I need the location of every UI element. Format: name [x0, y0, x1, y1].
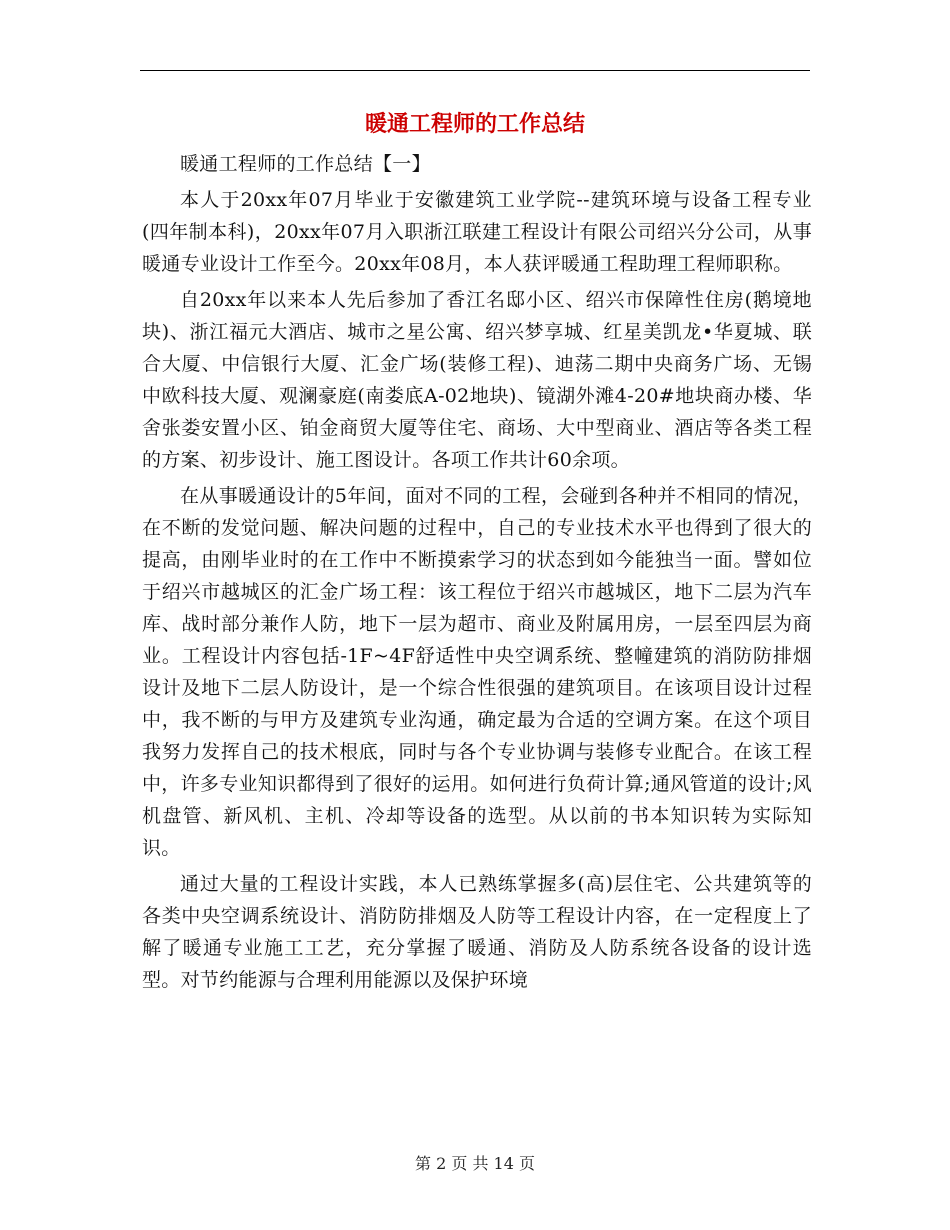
- paragraph-projects: 自20xx年以来本人先后参加了香江名邸小区、绍兴市保障性住房(鹅境地块)、浙江福元大酒店、城市之星公寓、绍兴梦享城、红星美凯龙•华夏城、联合大厦、中信银行大厦、汇金广场(装修工程)、迪荡二期中央商务广场、无锡中欧科技大厦、观澜豪庭(南娄底A-02地块)、镜湖外滩4-20#地块商办楼、华舍张娄安置小区、铂金商贸大厦等住宅、商场、大中型商业、酒店等各类工程的方案、初步设计、施工图设计。各项工作共计60余项。: [142, 289, 812, 471]
- header-rule: [140, 70, 810, 71]
- paragraph-experience: 在从事暖通设计的5年间，面对不同的工程，会碰到各种并不相同的情况，在不断的发觉问题、解决问题的过程中，自己的专业技术水平也得到了很大的提高，由刚毕业时的在工作中不断摸索学习的状态到如今能独当一面。譬如位于绍兴市越城区的汇金广场工程：该工程位于绍兴市越城区，地下二层为汽车库、战时部分兼作人防，地下一层为超市、商业及附属用房，一层至四层为商业。工程设计内容包括-1F~4F舒适性中央空调系统、整幢建筑的消防防排烟设计及地下二层人防设计，是一个综合性很强的建筑项目。在该项目设计过程中，我不断的与甲方及建筑专业沟通，确定最为合适的空调方案。在这个项目我努力发挥自己的技术根底，同时与各个专业协调与装修专业配合。在该工程中，许多专业知识都得到了很好的运用。如何进行负荷计算;通风管道的设计;风机盘管、新风机、主机、冷却等设备的选型。从以前的书本知识转为实际知识。: [142, 485, 812, 859]
- page-number-footer: 第 2 页 共 14 页: [415, 1154, 535, 1173]
- paragraph-skills: 通过大量的工程设计实践，本人已熟练掌握多(高)层住宅、公共建筑等的各类中央空调系统设计、消防防排烟及人防等工程设计内容，在一定程度上了解了暖通专业施工工艺，充分掌握了暖通、消防及人防系统各设备的设计选型。对节约能源与合理利用能源以及保护环境: [142, 873, 812, 991]
- document-body: [142, 148, 812, 996]
- document-title: 暖通工程师的工作总结: [364, 112, 585, 137]
- section-heading: 暖通工程师的工作总结【一】: [180, 153, 431, 175]
- paragraph-education: 本人于20xx年07月毕业于安徽建筑工业学院--建筑环境与设备工程专业(四年制本科)，20xx年07月入职浙江联建工程设计有限公司绍兴分公司，从事暖通专业设计工作至今。20xx年08月，本人获评暖通工程助理工程师职称。: [142, 189, 812, 275]
